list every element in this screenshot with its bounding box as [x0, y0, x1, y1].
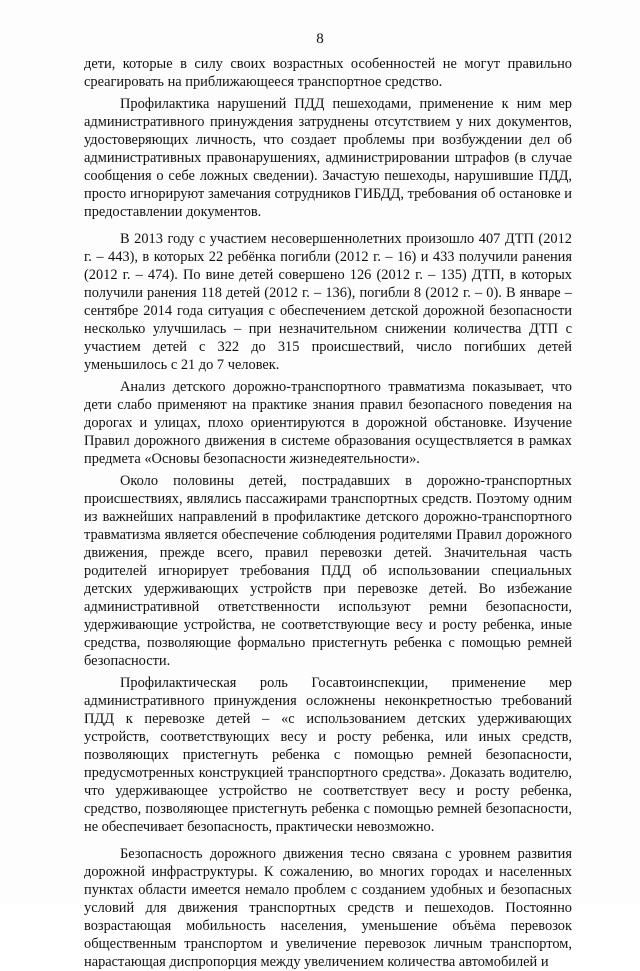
- paragraph-gibdd-role: Профилактическая роль Госавтоинспекции, применение мер административного принуждения осложнены неконкретностью требований ПДД к перевозке детей – «с использованием детских удерживающих устройств, соответствующих весу и росту ребенка, или иных средств, позволяющих пристегнуть ребенка с помощью ремней безопасности, предусмотренных конструкцией транспортного средства». Доказать водителю, что удерживающее устройство не соответствует весу и росту ребенка, средство, позволяющее пристегнуть ребенка с помощью ремней безопасности, не обеспечивает безопасность, практически невозможно.: [84, 675, 572, 835]
- paragraph-pedestrian-violations: Профилактика нарушений ПДД пешеходами, применение к ним мер административного принуждения затруднены отсутствием у них документов, удостоверяющих личность, что создает проблемы при возбуждении дел об административных правонарушениях, администрировании штрафов (в случае сообщения о себе ложных сведении). Зачастую пешеходы, нарушившие ПДД, просто игнорируют замечания сотрудников ГИБДД, требования об остановке и предоставлении документов.: [84, 96, 572, 220]
- paragraph-accident-statistics: В 2013 году с участием несовершеннолетних произошло 407 ДТП (2012 г. – 443), в которых 22 ребёнка погибли (2012 г. – 16) и 433 получили ранения (2012 г. – 474). По вине детей совершено 126 (2012 г. – 135) ДТП, в которых получили ранения 118 детей (2012 г. – 136), погибли 8 (2012 г. – 0). В январе – сентябре 2014 года ситуация с обеспечением детской дорожной безопасности несколько улучшилась – при незначительном снижении количества ДТП с участием детей с 322 до 315 происшествий, число погибших детей уменьшилось с 21 до 7 человек.: [84, 231, 572, 373]
- paragraph-road-infrastructure: Безопасность дорожного движения тесно связана с уровнем развития дорожной инфраструктуры. К сожалению, во многих городах и населенных пунктах области имеется немало проблем с созданием удобных и безопасных условий для движения транспортных средств и пешеходов. Постоянно возрастающая мобильность населения, уменьшение объёма перевозок общественным транспортом и увеличение перевозок личным транспортом, нарастающая диспропорция между увеличением количества автомобилей и: [84, 846, 572, 970]
- paragraph-continuation: дети, которые в силу своих возрастных особенностей не могут правильно среагировать на приближающееся транспортное средство.: [84, 56, 572, 90]
- page-number: 8: [316, 31, 324, 47]
- paragraph-traumatism-analysis: Анализ детского дорожно-транспортного травматизма показывает, что дети слабо применяют на практике знания правил безопасного поведения на дорогах и улицах, плохо ориентируются в дорожной обстановке. Изучение Правил дорожного движения в системе образования осуществляется в рамках предмета «Основы безопасности жизнедеятельности».: [84, 379, 572, 467]
- body-text: [84, 55, 572, 971]
- paragraph-child-passengers: Около половины детей, пострадавших в дорожно-транспортных происшествиях, являлись пассажирами транспортных средств. Поэтому одним из важнейших направлений в профилактике детского дорожно-транспортного травматизма является обеспечение соблюдения родителями Правил дорожного движения, прежде всего, правил перевозки детей. Значительная часть родителей игнорирует требования ПДД об использовании специальных детских удерживающих устройств при перевозке детей. Во избежание административной ответственности используют ремни безопасности, удерживающие устройства, не соответствующие весу и росту ребенка, иные средства, позволяющие формально пристегнуть ребенка с помощью ремней безопасности.: [84, 473, 572, 669]
